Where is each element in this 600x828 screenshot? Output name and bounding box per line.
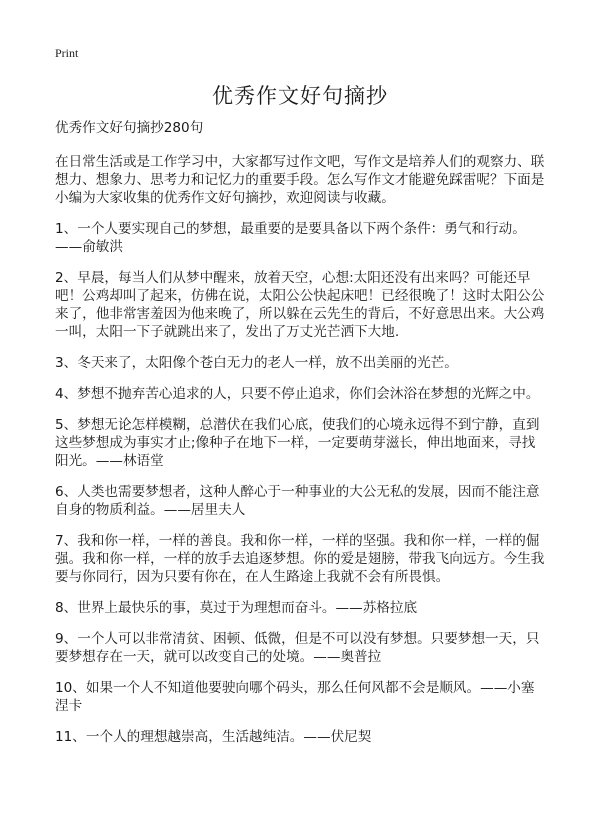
list-item: 11、一个人的理想越崇高，生活越纯洁。——伏尼契 [55,729,372,745]
page-title: 优秀作文好句摘抄 [212,84,388,108]
list-item: 6、人类也需要梦想者，这种人醉心于一种事业的大公无私的发展，因而不能注意自身的物质利益。——居里夫人 [55,484,540,518]
print-link[interactable]: Print [55,46,79,60]
list-item: 8、世界上最快乐的事，莫过于为理想而奋斗。——苏格拉底 [55,600,418,616]
list-item: 3、冬天来了，太阳像个苍白无力的老人一样，放不出美丽的光芒。 [55,355,458,371]
list-item: 1、一个人要实现自己的梦想，最重要的是要具备以下两个条件：勇气和行动。——俞敏洪 [55,221,526,255]
list-item: 2、早晨，每当人们从梦中醒来，放着天空，心想:太阳还没有出来吗？可能还早吧！公鸡却叫了起来，仿佛在说，太阳公公快起床吧！已经很晚了！这时太阳公公来了，他非常害羞因为他来晚了，所以躲在云先生的背后，不好意思出来。大公鸡一叫，太阳一下子就跳出来了，发出了万丈光芒洒下大地. [55,270,545,340]
subtitle: 优秀作文好句摘抄280句 [55,120,204,136]
document-body [55,119,548,759]
list-item: 9、一个人可以非常清贫、困顿、低微，但是不可以没有梦想。只要梦想一天，只要梦想存在一天，就可以改变自己的处境。——奥普拉 [55,631,540,665]
intro-paragraph: 在日常生活或是工作学习中，大家都写过作文吧，写作文是培养人们的观察力、联想力、想象力、思考力和记忆力的重要手段。怎么写作文才能避免踩雷呢？下面是小编为大家收集的优秀作文好句摘抄，欢迎阅读与收藏。 [55,154,545,206]
list-item: 5、梦想无论怎样模糊，总潜伏在我们心底，使我们的心境永远得不到宁静，直到这些梦想成为事实才止;像种子在地下一样，一定要萌芽滋长，伸出地面来，寻找阳光。——林语堂 [55,417,540,469]
list-item: 7、我和你一样，一样的善良。我和你一样，一样的坚强。我和你一样，一样的倔强。我和你一样，一样的放手去追逐梦想。你的爱是翅膀，带我飞向远方。今生我要与你同行，因为只要有你在，在人生路途上我就不会有所畏惧。 [55,533,545,585]
list-item: 4、梦想不抛弃苦心追求的人，只要不停止追求，你们会沐浴在梦想的光辉之中。 [55,386,540,402]
list-item: 10、如果一个人不知道他要驶向哪个码头，那么任何风都不会是顺风。——小塞涅卡 [55,680,535,714]
